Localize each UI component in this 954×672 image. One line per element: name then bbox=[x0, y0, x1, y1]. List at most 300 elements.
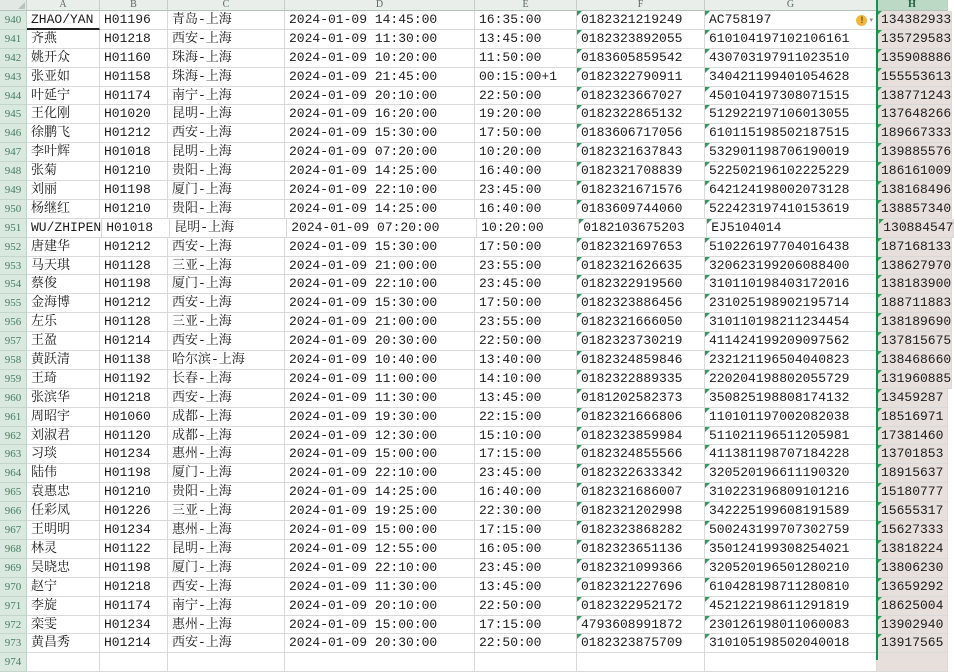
cell-arrival-time[interactable] bbox=[475, 11, 577, 30]
cell-booking-number[interactable] bbox=[577, 559, 705, 578]
cell-arrival-time[interactable] bbox=[475, 68, 577, 87]
cell-passenger-name[interactable] bbox=[27, 294, 100, 313]
cell-route[interactable] bbox=[168, 540, 285, 559]
cell-departure-datetime[interactable] bbox=[285, 143, 475, 162]
row-number[interactable]: 957 bbox=[0, 332, 27, 351]
cell-route[interactable] bbox=[168, 275, 285, 294]
cell-flight-number[interactable] bbox=[100, 427, 168, 446]
row-number[interactable]: 969 bbox=[0, 559, 27, 578]
cell-phone-number[interactable] bbox=[877, 408, 948, 427]
cell-flight-number[interactable] bbox=[100, 578, 168, 597]
cell-phone-number[interactable] bbox=[877, 502, 948, 521]
cell-flight-number[interactable] bbox=[100, 540, 168, 559]
cell-route[interactable] bbox=[168, 653, 285, 672]
cell-flight-number[interactable] bbox=[100, 313, 168, 332]
cell-route[interactable] bbox=[168, 502, 285, 521]
cell-id-number[interactable] bbox=[705, 578, 877, 597]
column-header-F[interactable]: F bbox=[577, 0, 705, 11]
cell-id-number[interactable] bbox=[705, 143, 877, 162]
cell-route[interactable] bbox=[168, 597, 285, 616]
cell-booking-number[interactable] bbox=[577, 578, 705, 597]
cell-booking-number[interactable] bbox=[577, 408, 705, 427]
cell-departure-datetime[interactable] bbox=[285, 351, 475, 370]
cell-route[interactable] bbox=[168, 11, 285, 30]
row-number[interactable]: 946 bbox=[0, 124, 27, 143]
row-number[interactable]: 947 bbox=[0, 143, 27, 162]
cell-flight-number[interactable] bbox=[100, 143, 168, 162]
cell-id-number[interactable] bbox=[705, 502, 877, 521]
cell-passenger-name[interactable] bbox=[27, 162, 100, 181]
cell-id-number[interactable] bbox=[705, 275, 877, 294]
cell-route[interactable] bbox=[168, 200, 285, 219]
cell-id-number[interactable] bbox=[705, 634, 877, 653]
cell-phone-number[interactable] bbox=[877, 389, 948, 408]
cell-id-number[interactable] bbox=[705, 559, 877, 578]
cell-flight-number[interactable] bbox=[100, 464, 168, 483]
cell-booking-number[interactable] bbox=[577, 445, 705, 464]
cell-departure-datetime[interactable] bbox=[285, 408, 475, 427]
cell-route[interactable] bbox=[168, 124, 285, 143]
cell-flight-number[interactable] bbox=[100, 257, 168, 276]
cell-booking-number[interactable] bbox=[577, 370, 705, 389]
cell-phone-number[interactable] bbox=[877, 200, 952, 219]
cell-phone-number[interactable] bbox=[877, 294, 952, 313]
cell-arrival-time[interactable] bbox=[475, 257, 577, 276]
row-number[interactable]: 941 bbox=[0, 30, 27, 49]
cell-route[interactable] bbox=[168, 521, 285, 540]
cell-arrival-time[interactable] bbox=[475, 464, 577, 483]
cell-arrival-time[interactable] bbox=[475, 332, 577, 351]
cell-arrival-time[interactable] bbox=[475, 445, 577, 464]
cell-phone-number[interactable] bbox=[877, 49, 952, 68]
cell-passenger-name[interactable] bbox=[27, 578, 100, 597]
cell-passenger-name[interactable] bbox=[27, 238, 100, 257]
cell-route[interactable] bbox=[168, 578, 285, 597]
cell-passenger-name[interactable] bbox=[27, 124, 100, 143]
cell-arrival-time[interactable] bbox=[475, 351, 577, 370]
cell-passenger-name[interactable] bbox=[27, 464, 100, 483]
cell-departure-datetime[interactable] bbox=[285, 275, 475, 294]
cell-passenger-name[interactable] bbox=[27, 370, 100, 389]
column-header-G[interactable]: G bbox=[705, 0, 877, 11]
cell-passenger-name[interactable] bbox=[27, 427, 100, 446]
cell-passenger-name[interactable] bbox=[27, 597, 100, 616]
column-header-H[interactable]: H bbox=[877, 0, 948, 11]
cell-booking-number[interactable] bbox=[577, 200, 705, 219]
cell-id-number[interactable] bbox=[705, 313, 877, 332]
cell-route[interactable] bbox=[168, 483, 285, 502]
cell-arrival-time[interactable] bbox=[475, 597, 577, 616]
cell-arrival-time[interactable] bbox=[475, 540, 577, 559]
cell-departure-datetime[interactable] bbox=[285, 616, 475, 635]
cell-flight-number[interactable] bbox=[100, 294, 168, 313]
cell-arrival-time[interactable] bbox=[475, 521, 577, 540]
cell-arrival-time[interactable] bbox=[475, 427, 577, 446]
cell-route[interactable] bbox=[168, 162, 285, 181]
cell-phone-number[interactable] bbox=[877, 313, 952, 332]
cell-booking-number[interactable] bbox=[579, 219, 707, 238]
cell-phone-number[interactable] bbox=[877, 521, 948, 540]
cell-departure-datetime[interactable] bbox=[285, 332, 475, 351]
cell-id-number[interactable] bbox=[705, 653, 877, 672]
cell-passenger-name[interactable] bbox=[27, 257, 100, 276]
cell-flight-number[interactable] bbox=[100, 332, 168, 351]
cell-flight-number[interactable] bbox=[100, 634, 168, 653]
cell-route[interactable] bbox=[168, 445, 285, 464]
row-number[interactable]: 940 bbox=[0, 11, 27, 30]
cell-passenger-name[interactable] bbox=[27, 483, 100, 502]
cell-departure-datetime[interactable] bbox=[285, 578, 475, 597]
cell-booking-number[interactable] bbox=[577, 124, 705, 143]
cell-passenger-name[interactable] bbox=[27, 313, 100, 332]
cell-flight-number[interactable] bbox=[100, 483, 168, 502]
cell-id-number[interactable] bbox=[705, 540, 877, 559]
cell-departure-datetime[interactable] bbox=[285, 200, 475, 219]
cell-phone-number[interactable] bbox=[879, 219, 954, 238]
cell-passenger-name[interactable] bbox=[27, 389, 100, 408]
cell-route[interactable] bbox=[168, 181, 285, 200]
cell-arrival-time[interactable] bbox=[475, 181, 577, 200]
cell-departure-datetime[interactable] bbox=[285, 105, 475, 124]
cell-phone-number[interactable] bbox=[877, 427, 948, 446]
cell-phone-number[interactable] bbox=[877, 559, 948, 578]
cell-route[interactable] bbox=[168, 634, 285, 653]
cell-id-number[interactable] bbox=[705, 351, 877, 370]
row-number[interactable]: 956 bbox=[0, 313, 27, 332]
cell-passenger-name[interactable] bbox=[27, 502, 100, 521]
cell-departure-datetime[interactable] bbox=[287, 219, 477, 238]
cell-booking-number[interactable] bbox=[577, 30, 705, 49]
cell-booking-number[interactable] bbox=[577, 181, 705, 200]
row-number[interactable]: 974 bbox=[0, 653, 27, 672]
cell-flight-number[interactable] bbox=[100, 351, 168, 370]
cell-route[interactable] bbox=[170, 219, 287, 238]
cell-passenger-name[interactable] bbox=[27, 87, 100, 106]
cell-departure-datetime[interactable] bbox=[285, 445, 475, 464]
cell-passenger-name[interactable] bbox=[27, 219, 102, 238]
cell-booking-number[interactable] bbox=[577, 427, 705, 446]
cell-passenger-name[interactable] bbox=[27, 616, 100, 635]
cell-departure-datetime[interactable] bbox=[285, 502, 475, 521]
cell-booking-number[interactable] bbox=[577, 257, 705, 276]
cell-id-number[interactable] bbox=[705, 68, 877, 87]
row-number[interactable]: 958 bbox=[0, 351, 27, 370]
cell-arrival-time[interactable] bbox=[475, 143, 577, 162]
cell-booking-number[interactable] bbox=[577, 87, 705, 106]
cell-phone-number[interactable] bbox=[877, 332, 952, 351]
cell-route[interactable] bbox=[168, 332, 285, 351]
cell-flight-number[interactable] bbox=[100, 105, 168, 124]
cell-arrival-time[interactable] bbox=[475, 653, 577, 672]
cell-phone-number[interactable] bbox=[877, 483, 948, 502]
cell-departure-datetime[interactable] bbox=[285, 257, 475, 276]
cell-flight-number[interactable] bbox=[100, 181, 168, 200]
cell-departure-datetime[interactable] bbox=[285, 427, 475, 446]
cell-flight-number[interactable] bbox=[100, 502, 168, 521]
cell-id-number[interactable] bbox=[705, 521, 877, 540]
cell-flight-number[interactable] bbox=[100, 445, 168, 464]
cell-departure-datetime[interactable] bbox=[285, 313, 475, 332]
cell-phone-number[interactable] bbox=[877, 370, 952, 389]
cell-booking-number[interactable] bbox=[577, 521, 705, 540]
cell-passenger-name[interactable] bbox=[27, 30, 100, 49]
row-number[interactable]: 950 bbox=[0, 200, 27, 219]
row-number[interactable]: 948 bbox=[0, 162, 27, 181]
cell-route[interactable] bbox=[168, 389, 285, 408]
cell-id-number[interactable] bbox=[705, 257, 877, 276]
cell-id-number[interactable] bbox=[705, 370, 877, 389]
cell-booking-number[interactable] bbox=[577, 105, 705, 124]
row-number[interactable]: 972 bbox=[0, 616, 27, 635]
cell-phone-number[interactable] bbox=[877, 540, 948, 559]
cell-departure-datetime[interactable] bbox=[285, 559, 475, 578]
cell-phone-number[interactable] bbox=[877, 68, 952, 87]
cell-departure-datetime[interactable] bbox=[285, 87, 475, 106]
cell-id-number[interactable] bbox=[705, 238, 877, 257]
cell-route[interactable] bbox=[168, 616, 285, 635]
cell-route[interactable] bbox=[168, 559, 285, 578]
row-number[interactable]: 953 bbox=[0, 257, 27, 276]
cell-departure-datetime[interactable] bbox=[285, 294, 475, 313]
cell-phone-number[interactable] bbox=[877, 351, 952, 370]
cell-id-number[interactable] bbox=[705, 294, 877, 313]
cell-phone-number[interactable] bbox=[877, 11, 952, 30]
cell-departure-datetime[interactable] bbox=[285, 238, 475, 257]
cell-departure-datetime[interactable] bbox=[285, 124, 475, 143]
cell-passenger-name[interactable] bbox=[27, 11, 100, 30]
row-number[interactable]: 951 bbox=[0, 219, 27, 238]
cell-route[interactable] bbox=[168, 49, 285, 68]
cell-flight-number[interactable] bbox=[100, 370, 168, 389]
cell-departure-datetime[interactable] bbox=[285, 483, 475, 502]
row-number[interactable]: 966 bbox=[0, 502, 27, 521]
cell-passenger-name[interactable] bbox=[27, 521, 100, 540]
cell-id-number[interactable] bbox=[705, 200, 877, 219]
cell-arrival-time[interactable] bbox=[475, 49, 577, 68]
cell-flight-number[interactable] bbox=[100, 389, 168, 408]
cell-id-number[interactable] bbox=[705, 162, 877, 181]
select-all-corner[interactable] bbox=[0, 0, 27, 11]
cell-phone-number[interactable] bbox=[877, 257, 952, 276]
cell-departure-datetime[interactable] bbox=[285, 162, 475, 181]
cell-passenger-name[interactable] bbox=[27, 559, 100, 578]
cell-arrival-time[interactable] bbox=[475, 578, 577, 597]
cell-arrival-time[interactable] bbox=[475, 124, 577, 143]
cell-id-number[interactable] bbox=[705, 11, 877, 30]
cell-arrival-time[interactable] bbox=[475, 105, 577, 124]
cell-departure-datetime[interactable] bbox=[285, 653, 475, 672]
cell-booking-number[interactable] bbox=[577, 483, 705, 502]
cell-passenger-name[interactable] bbox=[27, 105, 100, 124]
cell-flight-number[interactable] bbox=[100, 653, 168, 672]
cell-flight-number[interactable] bbox=[100, 87, 168, 106]
row-number[interactable]: 944 bbox=[0, 87, 27, 106]
cell-booking-number[interactable] bbox=[577, 502, 705, 521]
cell-id-number[interactable] bbox=[707, 219, 879, 238]
cell-passenger-name[interactable] bbox=[27, 540, 100, 559]
cell-flight-number[interactable] bbox=[100, 408, 168, 427]
cell-flight-number[interactable] bbox=[100, 124, 168, 143]
column-header-C[interactable]: C bbox=[168, 0, 285, 11]
cell-flight-number[interactable] bbox=[100, 521, 168, 540]
cell-phone-number[interactable] bbox=[877, 162, 952, 181]
cell-arrival-time[interactable] bbox=[475, 408, 577, 427]
cell-route[interactable] bbox=[168, 87, 285, 106]
cell-route[interactable] bbox=[168, 294, 285, 313]
cell-departure-datetime[interactable] bbox=[285, 389, 475, 408]
cell-route[interactable] bbox=[168, 257, 285, 276]
row-number[interactable]: 973 bbox=[0, 634, 27, 653]
cell-id-number[interactable] bbox=[705, 105, 877, 124]
cell-phone-number[interactable] bbox=[877, 181, 952, 200]
cell-arrival-time[interactable] bbox=[475, 200, 577, 219]
cell-booking-number[interactable] bbox=[577, 653, 705, 672]
cell-passenger-name[interactable] bbox=[27, 653, 100, 672]
row-number[interactable]: 955 bbox=[0, 294, 27, 313]
cell-phone-number[interactable] bbox=[877, 275, 952, 294]
cell-departure-datetime[interactable] bbox=[285, 11, 475, 30]
cell-id-number[interactable] bbox=[705, 483, 877, 502]
cell-arrival-time[interactable] bbox=[475, 483, 577, 502]
cell-passenger-name[interactable] bbox=[27, 68, 100, 87]
cell-arrival-time[interactable] bbox=[475, 162, 577, 181]
cell-passenger-name[interactable] bbox=[27, 408, 100, 427]
cell-departure-datetime[interactable] bbox=[285, 181, 475, 200]
column-header-B[interactable]: B bbox=[100, 0, 168, 11]
cell-id-number[interactable] bbox=[705, 49, 877, 68]
cell-id-number[interactable] bbox=[705, 30, 877, 49]
cell-phone-number[interactable] bbox=[877, 634, 948, 653]
cell-id-number[interactable] bbox=[705, 427, 877, 446]
cell-arrival-time[interactable] bbox=[475, 616, 577, 635]
cell-booking-number[interactable] bbox=[577, 351, 705, 370]
cell-departure-datetime[interactable] bbox=[285, 634, 475, 653]
row-number[interactable]: 971 bbox=[0, 597, 27, 616]
cell-booking-number[interactable] bbox=[577, 11, 705, 30]
cell-booking-number[interactable] bbox=[577, 540, 705, 559]
cell-arrival-time[interactable] bbox=[475, 370, 577, 389]
cell-phone-number[interactable] bbox=[877, 238, 952, 257]
cell-route[interactable] bbox=[168, 313, 285, 332]
row-number[interactable]: 963 bbox=[0, 445, 27, 464]
cell-id-number[interactable] bbox=[705, 332, 877, 351]
cell-route[interactable] bbox=[168, 30, 285, 49]
cell-id-number[interactable] bbox=[705, 181, 877, 200]
cell-route[interactable] bbox=[168, 68, 285, 87]
cell-flight-number[interactable] bbox=[100, 162, 168, 181]
row-number[interactable]: 959 bbox=[0, 370, 27, 389]
cell-flight-number[interactable] bbox=[100, 11, 168, 30]
cell-booking-number[interactable] bbox=[577, 597, 705, 616]
cell-booking-number[interactable] bbox=[577, 313, 705, 332]
cell-arrival-time[interactable] bbox=[475, 87, 577, 106]
column-header-A[interactable]: A bbox=[27, 0, 100, 11]
cell-passenger-name[interactable] bbox=[27, 351, 100, 370]
cell-passenger-name[interactable] bbox=[27, 181, 100, 200]
cell-flight-number[interactable] bbox=[100, 275, 168, 294]
cell-passenger-name[interactable] bbox=[27, 634, 100, 653]
cell-id-number[interactable] bbox=[705, 616, 877, 635]
cell-booking-number[interactable] bbox=[577, 49, 705, 68]
row-number[interactable]: 962 bbox=[0, 427, 27, 446]
cell-departure-datetime[interactable] bbox=[285, 30, 475, 49]
column-header-E[interactable]: E bbox=[475, 0, 577, 11]
cell-flight-number[interactable] bbox=[100, 238, 168, 257]
cell-phone-number[interactable] bbox=[877, 445, 948, 464]
cell-arrival-time[interactable] bbox=[475, 30, 577, 49]
cell-route[interactable] bbox=[168, 105, 285, 124]
cell-route[interactable] bbox=[168, 351, 285, 370]
cell-departure-datetime[interactable] bbox=[285, 49, 475, 68]
row-number[interactable]: 965 bbox=[0, 483, 27, 502]
cell-flight-number[interactable] bbox=[100, 597, 168, 616]
column-header-D[interactable]: D bbox=[285, 0, 475, 11]
cell-arrival-time[interactable] bbox=[475, 502, 577, 521]
cell-booking-number[interactable] bbox=[577, 389, 705, 408]
cell-phone-number[interactable] bbox=[877, 105, 952, 124]
cell-route[interactable] bbox=[168, 370, 285, 389]
cell-flight-number[interactable] bbox=[102, 219, 170, 238]
cell-flight-number[interactable] bbox=[100, 200, 168, 219]
row-number[interactable]: 952 bbox=[0, 238, 27, 257]
cell-phone-number[interactable] bbox=[877, 143, 952, 162]
row-number[interactable]: 945 bbox=[0, 105, 27, 124]
cell-arrival-time[interactable] bbox=[475, 559, 577, 578]
cell-departure-datetime[interactable] bbox=[285, 370, 475, 389]
cell-arrival-time[interactable] bbox=[475, 238, 577, 257]
warning-badge[interactable] bbox=[856, 14, 873, 26]
cell-phone-number[interactable] bbox=[877, 616, 948, 635]
row-number[interactable]: 968 bbox=[0, 540, 27, 559]
cell-passenger-name[interactable] bbox=[27, 143, 100, 162]
cell-booking-number[interactable] bbox=[577, 464, 705, 483]
cell-phone-number[interactable] bbox=[877, 653, 948, 672]
cell-booking-number[interactable] bbox=[577, 143, 705, 162]
row-number[interactable]: 967 bbox=[0, 521, 27, 540]
cell-id-number[interactable] bbox=[705, 87, 877, 106]
cell-passenger-name[interactable] bbox=[27, 332, 100, 351]
cell-id-number[interactable] bbox=[705, 389, 877, 408]
cell-departure-datetime[interactable] bbox=[285, 597, 475, 616]
cell-phone-number[interactable] bbox=[877, 578, 948, 597]
cell-passenger-name[interactable] bbox=[27, 445, 100, 464]
cell-booking-number[interactable] bbox=[577, 68, 705, 87]
cell-arrival-time[interactable] bbox=[475, 634, 577, 653]
cell-flight-number[interactable] bbox=[100, 616, 168, 635]
cell-departure-datetime[interactable] bbox=[285, 540, 475, 559]
cell-id-number[interactable] bbox=[705, 445, 877, 464]
cell-route[interactable] bbox=[168, 143, 285, 162]
cell-flight-number[interactable] bbox=[100, 30, 168, 49]
cell-flight-number[interactable] bbox=[100, 559, 168, 578]
row-number[interactable]: 970 bbox=[0, 578, 27, 597]
cell-route[interactable] bbox=[168, 238, 285, 257]
cell-id-number[interactable] bbox=[705, 408, 877, 427]
cell-booking-number[interactable] bbox=[577, 332, 705, 351]
cell-id-number[interactable] bbox=[705, 597, 877, 616]
row-number[interactable]: 943 bbox=[0, 68, 27, 87]
row-number[interactable]: 961 bbox=[0, 408, 27, 427]
cell-route[interactable] bbox=[168, 464, 285, 483]
cell-arrival-time[interactable] bbox=[475, 389, 577, 408]
cell-phone-number[interactable] bbox=[877, 87, 952, 106]
cell-booking-number[interactable] bbox=[577, 238, 705, 257]
cell-booking-number[interactable] bbox=[577, 275, 705, 294]
cell-passenger-name[interactable] bbox=[27, 49, 100, 68]
cell-phone-number[interactable] bbox=[877, 124, 952, 143]
cell-flight-number[interactable] bbox=[100, 49, 168, 68]
row-number[interactable]: 954 bbox=[0, 275, 27, 294]
